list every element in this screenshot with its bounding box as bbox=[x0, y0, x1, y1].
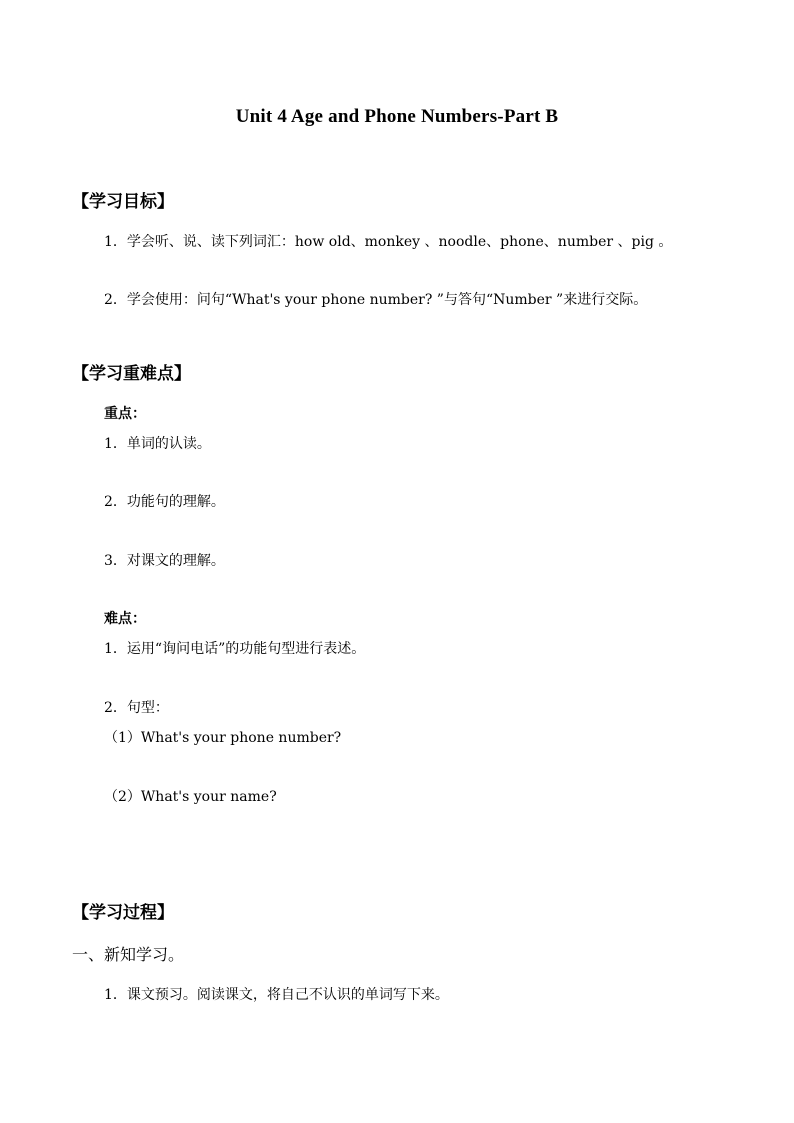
focus-item-2: 2．功能句的理解。 bbox=[104, 494, 225, 510]
focus-label: 重点： bbox=[104, 406, 146, 422]
section-heading-process: 【学习过程】 bbox=[72, 903, 174, 923]
goal-item-1: 1．学会听、说、读下列词汇：how old、monkey 、noodle、phone、number 、pig 。 bbox=[104, 234, 673, 250]
process-part1-item-1: 1．课文预习。阅读课文，将自己不认识的单词写下来。 bbox=[104, 987, 449, 1003]
difficulty-item-1: 1．运用“询问电话”的功能句型进行表述。 bbox=[104, 641, 366, 657]
goal-item-2: 2．学会使用：问句“What's your phone number? ”与答句“Number ”来进行交际。 bbox=[104, 292, 648, 308]
document-title: Unit 4 Age and Phone Numbers-Part B bbox=[235, 106, 559, 127]
difficulty-item-2: 2．句型： bbox=[104, 700, 169, 716]
focus-item-1: 1．单词的认读。 bbox=[104, 436, 211, 452]
focus-item-3: 3．对课文的理解。 bbox=[104, 553, 225, 569]
pattern-item-1: （1）What's your phone number? bbox=[104, 730, 342, 746]
pattern-item-2: （2）What's your name? bbox=[104, 789, 277, 805]
difficulty-label: 难点： bbox=[104, 611, 146, 627]
process-part1-title: 一、新知学习。 bbox=[72, 945, 185, 964]
section-heading-key-points: 【学习重难点】 bbox=[72, 364, 191, 384]
section-heading-goals: 【学习目标】 bbox=[72, 192, 174, 212]
